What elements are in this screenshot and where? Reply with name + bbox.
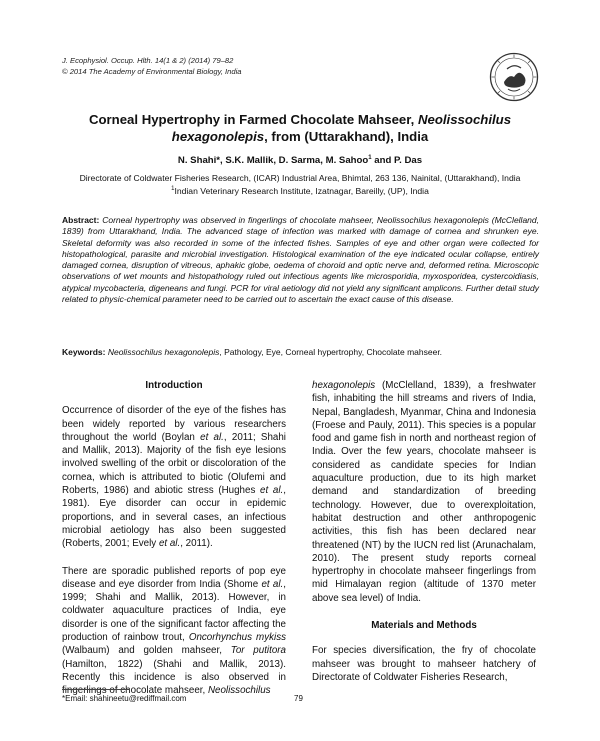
title-species: Neolissochilus hexagonolepis	[171, 112, 512, 144]
methods-heading: Materials and Methods	[371, 620, 477, 632]
author-affil-mark: 1	[368, 155, 372, 161]
affiliation-2: Indian Veterinary Research Institute, Izatnagar, Bareilly, (UP), India	[174, 186, 429, 197]
title-part-1: Corneal Hypertrophy in Farmed Chocolate Mahseer,	[88, 112, 418, 127]
authors-main: N. Shahi*, S.K. Mallik, D. Sarma, M. Sahoo	[177, 155, 369, 167]
authors-last: and P. Das	[371, 155, 423, 167]
intro-paragraph-2: There are sporadic published reports of pop eye disease and eye disorder from India (Shome et al., 1999; Shahi and Mallik, 2013). However, in coldwater aquaculture practices of India, eye disorder is one of the significant factor affecting the production of rainbow trout, Oncorhynchus mykiss (Walbaum) and golden mahseer, Tor putitora (Hamilton, 1822) (Shahi and Mallik, 2013). Recently this incidence is also observed in fingerlings of chocolate mahseer, Neolissochilus	[62, 565, 286, 697]
abstract	[62, 215, 539, 305]
keywords-species: Neolissochilus hexagonolepis	[107, 347, 220, 357]
title-part-2: , from (Uttarakhand), India	[264, 129, 429, 144]
methods-paragraph-1: For species diversification, the fry of chocolate mahseer was brought to mahseer hatchery of Directorate of Coldwater Fisheries Research,	[312, 645, 536, 683]
introduction-heading: Introduction	[145, 380, 203, 391]
intro-paragraph-3: hexagonolepis (McClelland, 1839), a freshwater fish, inhabiting the hill streams and rivers of India, Nepal, Bangladesh, Myanmar, China and Indonesia (Froese and Pauly, 2011). This species is a popular food and game fish in north and northeast region of India. Over the few years, chocolate mahseer is considered as candidate species for Indian aquaculture production, due to its high market demand and standardization of breeding technology. However, due to overexploitation, habitat destruction and other anthropogenic activities, this fish has been declared near threatened (NT) by the IUCN red list (Arunachalam, 2010). The present study reports corneal hypertrophy in chocolate mahseer fingerlings from mid Himalayan region (altitude of 1370 meter above sea level) of India.	[312, 380, 536, 604]
affiliation-1: Directorate of Coldwater Fisheries Research, (ICAR) Industrial Area, Bhimtal, 263 136, Nainital, (Uttarakhand), India	[79, 173, 521, 183]
abstract-text: Corneal hypertrophy was observed in fingerlings of chocolate mahseer, Neolissochilus hexagonolepis (McClelland, 1839) from Uttarakhand, India. The advanced stage of infection was marked with damage of cornea and shrunken eye. Skeletal deformity was also recorded in some of the infected fishes. Samples of eye and other organ were collected for histopathological, parasite and microbial investigation. Histological examination of the eye indicated ocular collapse, entirely damaged cornea, disruption of vitreous, aphakic globe, oedema of choroid and optic nerve and, deformed retina. Microscopic observations of wet mounts and histopathology ruled out infectious agents like microsporidia, myxosporidea, cystercoidiasis, atypical mycobacteria, digeneans and fungi. PCR for viral aetiology did not yield any significant amplicons. Further detail study related to physic-chemical parameter need to be carried out to ascertain the exact cause of this disease.	[62, 215, 539, 305]
keywords-label: Keywords	[62, 347, 103, 357]
journal-copyright: © 2014 The Academy of Environmental Biology, India	[62, 66, 242, 76]
left-column	[62, 379, 286, 698]
affiliation-2-row	[62, 184, 538, 197]
intro-paragraph-1: Occurrence of disorder of the eye of the fishes has been widely reported by various researchers throughout the world (Boylan et al., 2011; Shahi and Mallik, 2013). Majority of the fish eye lesions involved swelling of the orbit or discoloration of the cornea, which is attributed to biotic (Olufemi and Roberts, 1986) and abiotic stress (Hughes et al., 1981). Eye disorder can occur in epidemic proportions, and in several cases, an infectious microbial aetiology has also been suggested (Roberts, 2001; Evely et al., 2011).	[62, 405, 286, 550]
abstract-label: Abstract:	[62, 215, 100, 225]
footnote-divider	[62, 689, 130, 690]
journal-citation: J. Ecophysiol. Occup. Hlth. 14(1 & 2) (2014) 79–82	[62, 56, 234, 65]
keywords: Keywords: Neolissochilus hexagonolepis, Pathology, Eye, Corneal hypertrophy, Chocolate mahseer.	[62, 347, 443, 357]
society-emblem-icon	[489, 52, 539, 102]
page-number: 79	[294, 694, 303, 703]
keywords-rest: , Pathology, Eye, Corneal hypertrophy, Chocolate mahseer.	[219, 347, 443, 357]
affiliation-mark: 1	[171, 186, 175, 193]
affiliations	[62, 173, 538, 198]
corresponding-email: *Email: shahineetu@rediffmail.com	[62, 694, 187, 703]
article-title	[60, 111, 540, 145]
right-column	[312, 379, 536, 684]
author-list	[60, 155, 540, 166]
journal-header	[62, 56, 242, 77]
